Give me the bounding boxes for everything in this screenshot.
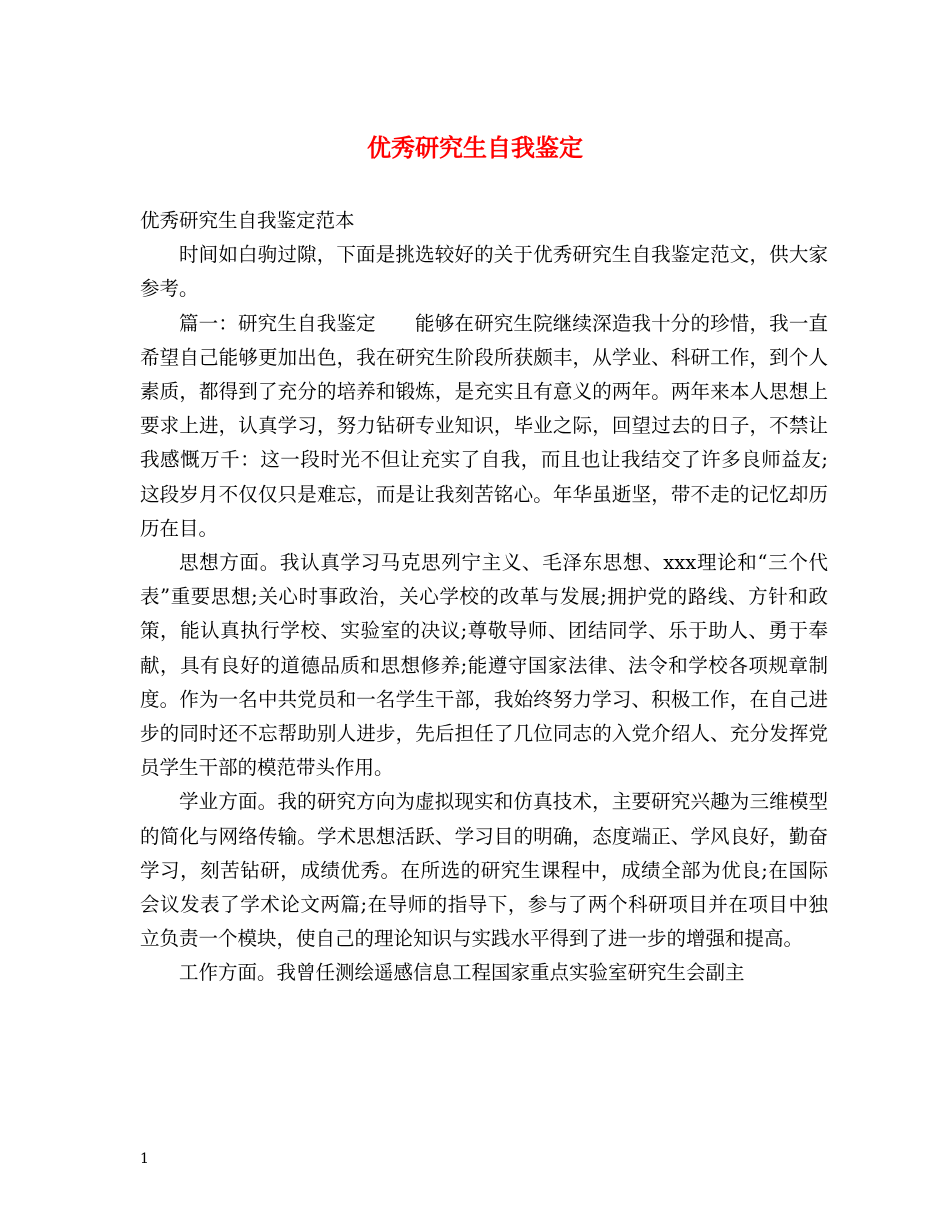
paragraph-intro: 时间如白驹过隙，下面是挑选较好的关于优秀研究生自我鉴定范文，供大家参考。 xyxy=(140,243,828,301)
paragraph-academics: 学业方面。我的研究方向为虚拟现实和仿真技术，主要研究兴趣为三维模型的简化与网络传输。学术思想活跃、学习目的明确，态度端正、学风良好，勤奋学习，刻苦钻研，成绩优秀。在所选的研究生课程中，成绩全部为优良;在国际会议发表了学术论文两篇;在导师的指导下，参与了两个科研项目并在项目中独立负责一个模块，使自己的理论知识与实践水平得到了进一步的增强和提高。 xyxy=(140,790,828,951)
paragraph-ideology: 思想方面。我认真学习马克思列宁主义、毛泽东思想、xxx理论和“三个代表”重要思想;关心时事政治，关心学校的改革与发展;拥护党的路线、方针和政策，能认真执行学校、实验室的决议;尊敬导师、团结同学、乐于助人、勇于奉献，具有良好的道德品质和思想修养;能遵守国家法律、法令和学校各项规章制度。作为一名中共党员和一名学生干部，我始终努力学习、积极工作，在自己进步的同时还不忘帮助别人进步，先后担任了几位同志的入党介绍人、充分发挥党员学生干部的模范带头作用。 xyxy=(140,551,828,780)
paragraph-work: 工作方面。我曾任测绘遥感信息工程国家重点实验室研究生会副主 xyxy=(179,961,745,985)
document-subtitle: 优秀研究生自我鉴定范本 xyxy=(140,209,355,232)
paragraph-part-one: 篇一：研究生自我鉴定 能够在研究生院继续深造我十分的珍惜，我一直希望自己能够更加出色，我在研究生阶段所获颇丰，从学业、科研工作，到个人素质，都得到了充分的培养和锻炼，是充实且有意义的两年。两年来本人思想上要求上进，认真学习，努力钻研专业知识，毕业之际，回望过去的日子，不禁让我感慨万千：这一段时光不但让充实了自我，而且也让我结交了许多良师益友;这段岁月不仅仅只是难忘，而是让我刻苦铭心。年华虽逝坚，带不走的记忆却历历在目。 xyxy=(140,311,828,540)
document-body xyxy=(140,204,828,991)
document-title: 优秀研究生自我鉴定 xyxy=(367,133,583,162)
page-number: 1 xyxy=(140,1151,149,1167)
